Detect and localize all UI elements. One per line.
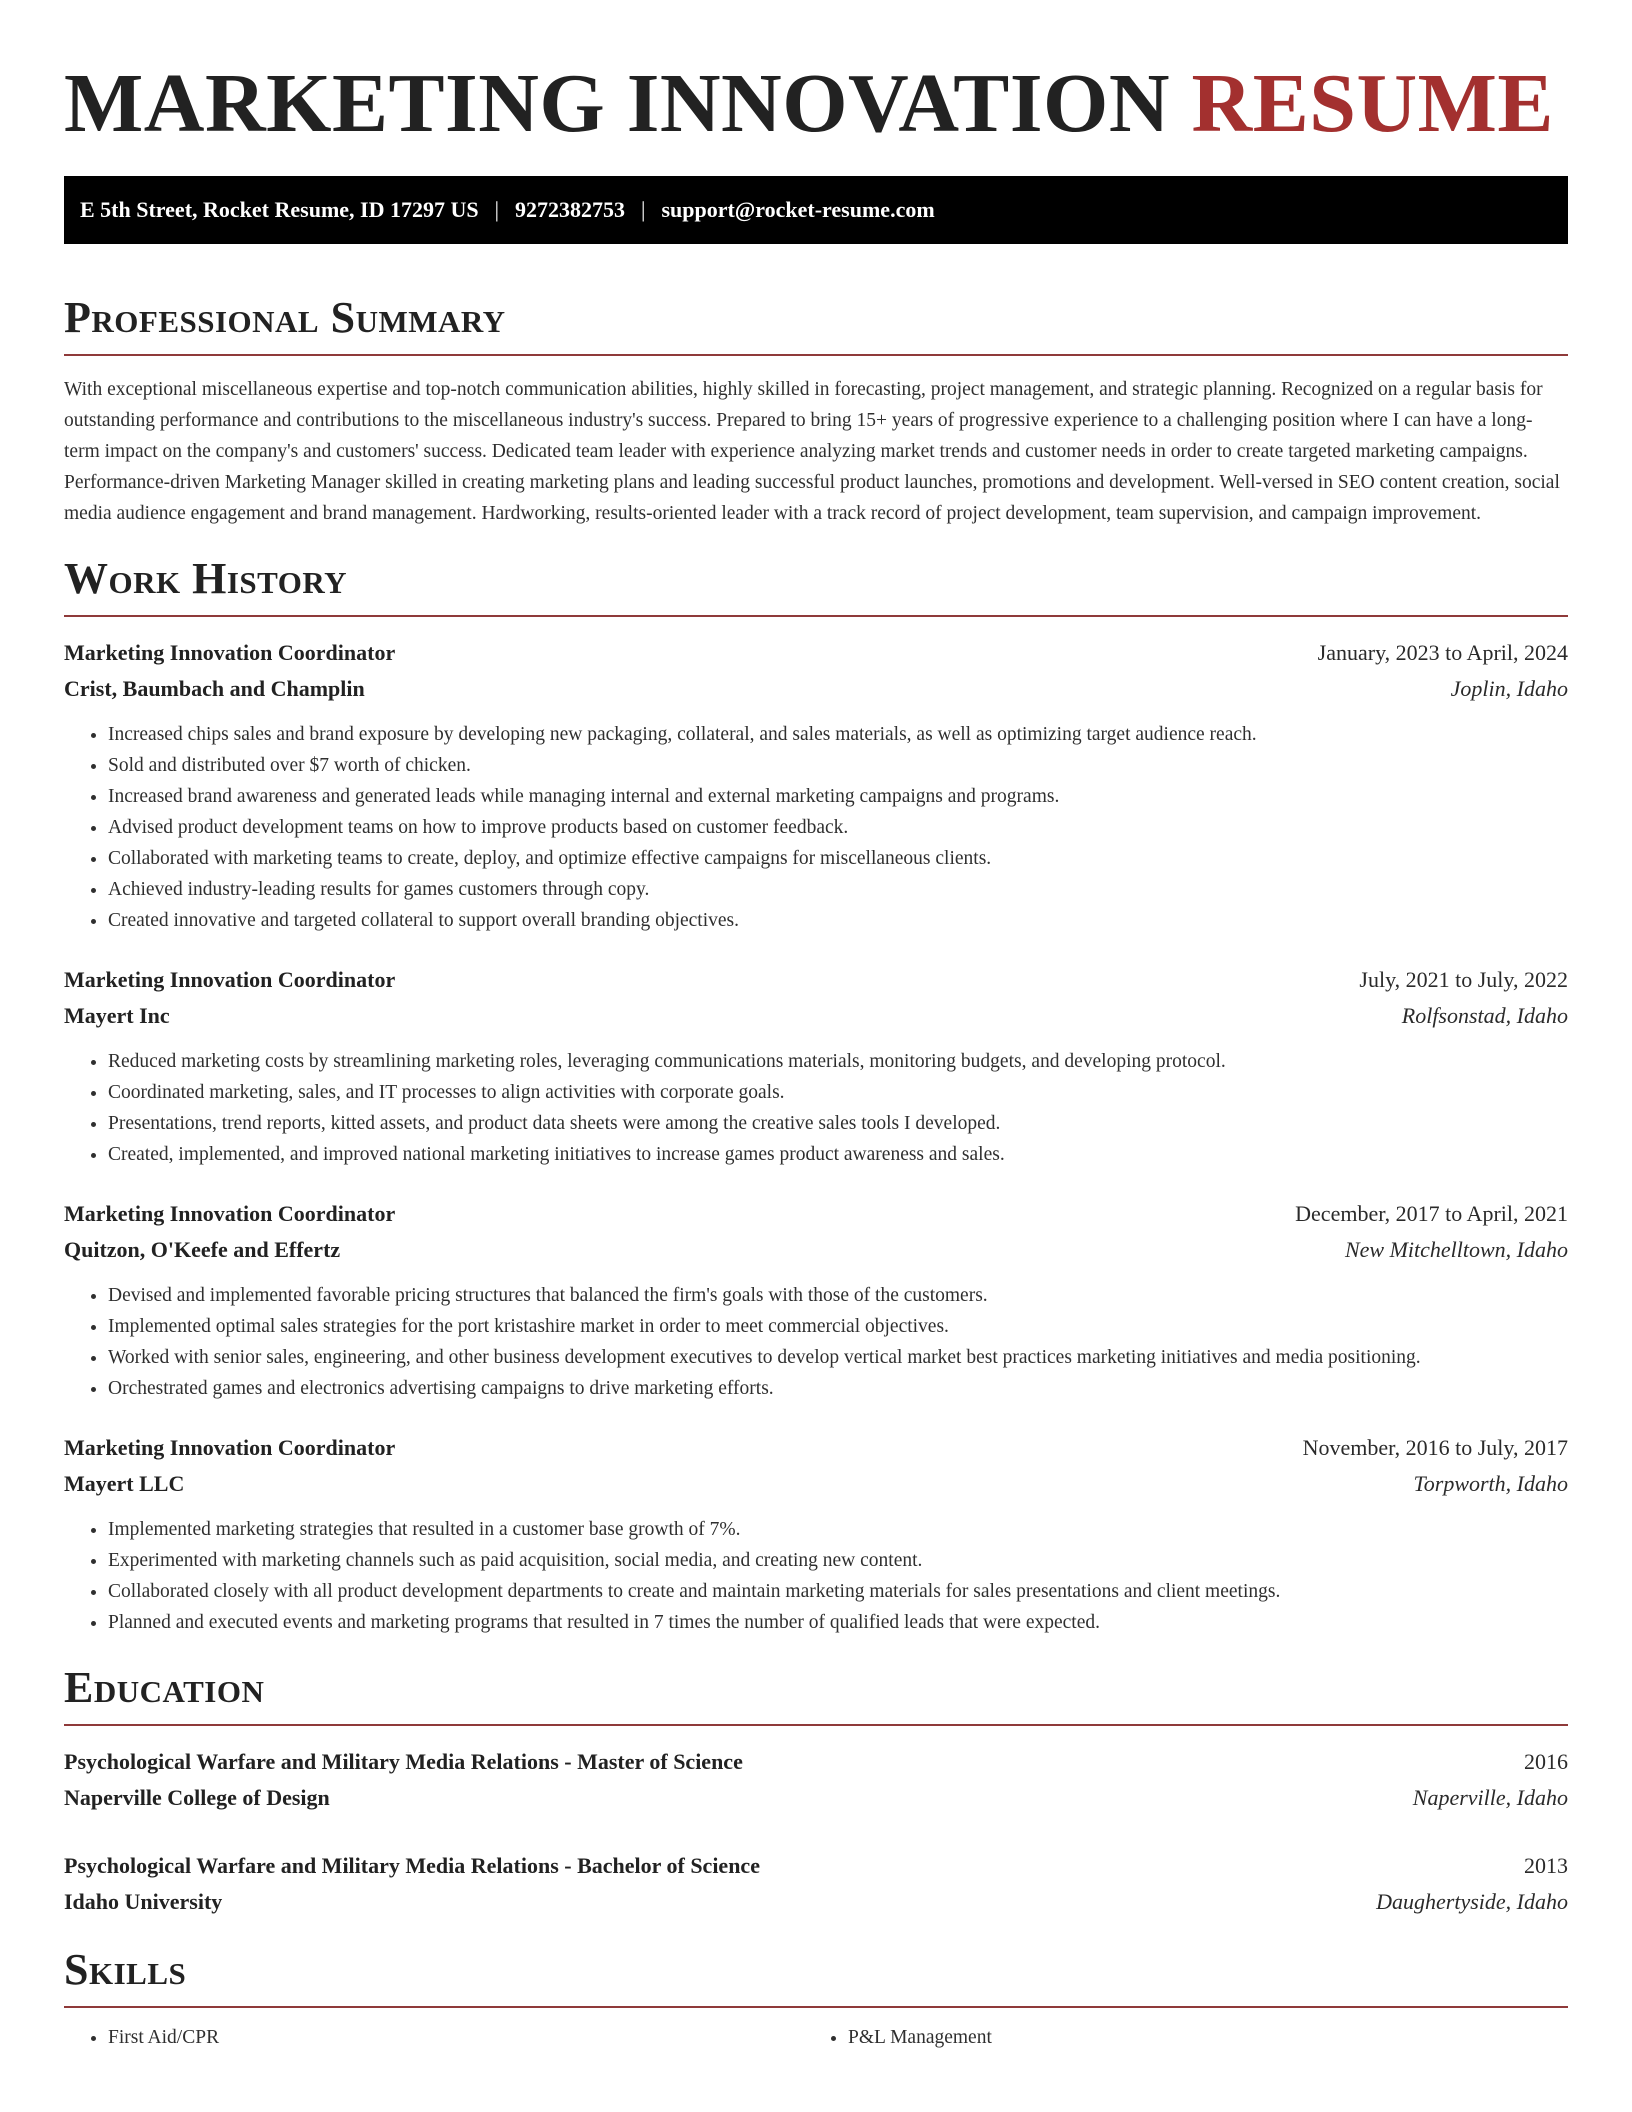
education-degree: Psychological Warfare and Military Media Relations - Master of Science	[64, 1749, 743, 1774]
job-bullet: • Worked with senior sales, engineering, and other business development executives to develop vertical market best practices marketing initiatives and media positioning.	[108, 1342, 1568, 1373]
job-bullet: • Sold and distributed over $7 worth of chicken.	[108, 750, 1568, 781]
job-location: Rolfsonstad, Idaho	[1401, 1003, 1568, 1028]
job-location: Torpworth, Idaho	[1413, 1471, 1568, 1496]
job-location: Joplin, Idaho	[1450, 676, 1568, 701]
job-bullets	[64, 1280, 1568, 1404]
education-entry	[64, 1744, 1568, 1816]
job-bullets	[64, 1514, 1568, 1638]
education-school: Naperville College of Design	[64, 1785, 330, 1810]
job-title: Marketing Innovation Coordinator	[64, 640, 396, 665]
section-divider	[64, 354, 1568, 356]
job-entry	[64, 1430, 1568, 1638]
job-entry	[64, 635, 1568, 936]
job-bullet: • Increased brand awareness and generated leads while managing internal and external marketing campaigns and programs.	[108, 781, 1568, 812]
job-bullet: • Increased chips sales and brand exposure by developing new packaging, collateral, and sales materials, as well as optimizing target audience reach.	[108, 719, 1568, 750]
education-year: 2013	[1524, 1853, 1568, 1878]
job-bullet: • Achieved industry-leading results for games customers through copy.	[108, 874, 1568, 905]
work-section	[64, 551, 1568, 1638]
job-bullet: • Devised and implemented favorable pricing structures that balanced the firm's goals with those of the customers.	[108, 1280, 1568, 1311]
section-divider	[64, 1724, 1568, 1726]
job-dates: December, 2017 to April, 2021	[1295, 1201, 1568, 1226]
job-bullet: • Collaborated with marketing teams to create, deploy, and optimize effective campaigns for miscellaneous clients.	[108, 843, 1568, 874]
education-school: Idaho University	[64, 1889, 223, 1914]
summary-section	[64, 290, 1568, 529]
job-bullet: • Implemented optimal sales strategies for the port kristashire market in order to meet commercial objectives.	[108, 1311, 1568, 1342]
skills-heading: Skills	[64, 1945, 187, 1994]
job-bullet: • Advised product development teams on how to improve products based on customer feedback.	[108, 812, 1568, 843]
resume-title	[64, 56, 1568, 166]
resume-page	[64, 0, 1568, 2053]
job-company: Mayert LLC	[64, 1471, 185, 1496]
skills-list	[64, 2022, 1568, 2053]
job-location: New Mitchelltown, Idaho	[1344, 1237, 1568, 1262]
contact-separator: |	[641, 197, 646, 222]
education-year: 2016	[1524, 1749, 1568, 1774]
job-dates: January, 2023 to April, 2024	[1317, 640, 1568, 665]
title-accent: RESUME	[1191, 57, 1554, 150]
job-title: Marketing Innovation Coordinator	[64, 967, 396, 992]
job-entry	[64, 1196, 1568, 1404]
education-section	[64, 1660, 1568, 1920]
job-bullet: • Created, implemented, and improved national marketing initiatives to increase games product awareness and sales.	[108, 1139, 1568, 1170]
job-bullets	[64, 1046, 1568, 1170]
education-degree: Psychological Warfare and Military Media Relations - Bachelor of Science	[64, 1853, 760, 1878]
skills-column-right	[804, 2022, 1544, 2053]
job-bullet: • Created innovative and targeted collateral to support overall branding objectives.	[108, 905, 1568, 936]
contact-address: E 5th Street, Rocket Resume, ID 17297 US	[80, 197, 479, 222]
summary-text: With exceptional miscellaneous expertise and top-notch communication abilities, highly skilled in forecasting, project management, and strategic planning. Recognized on a regular basis for outstanding performance and contributions to the miscellaneous industry's success. Prepared to bring 15+ years of progressive experience to a challenging position where I can have a long-term impact on the company's and customers' success. Dedicated team leader with experience analyzing market trends and customer needs in order to create targeted marketing campaigns. Performance-driven Marketing Manager skilled in creating marketing plans and leading successful product launches, promotions and development. Well-versed in SEO content creation, social media audience engagement and brand management. Hardworking, results-oriented leader with a track record of project development, team supervision, and campaign improvement.	[64, 379, 1560, 524]
job-entry	[64, 962, 1568, 1170]
contact-separator: |	[494, 197, 500, 222]
section-divider	[64, 2006, 1568, 2008]
job-bullet: • Implemented marketing strategies that resulted in a customer base growth of 7%.	[108, 1514, 1568, 1545]
job-bullet: • Coordinated marketing, sales, and IT processes to align activities with corporate goals.	[108, 1077, 1568, 1108]
education-location: Naperville, Idaho	[1412, 1785, 1568, 1810]
education-location: Daughertyside, Idaho	[1376, 1889, 1568, 1914]
skill-item: • P&L Management	[848, 2022, 1544, 2053]
section-divider	[64, 615, 1568, 617]
education-heading: Education	[64, 1663, 265, 1712]
job-company: Quitzon, O'Keefe and Effertz	[64, 1237, 341, 1262]
work-heading: Work History	[64, 554, 348, 603]
job-company: Crist, Baumbach and Champlin	[64, 676, 365, 701]
job-bullets	[64, 719, 1568, 936]
job-bullet: • Presentations, trend reports, kitted assets, and product data sheets were among the creative sales tools I developed.	[108, 1108, 1568, 1139]
contact-phone: 9272382753	[515, 197, 626, 222]
job-bullet: • Planned and executed events and marketing programs that resulted in 7 times the number of qualified leads that were expected.	[108, 1607, 1568, 1638]
contact-email[interactable]: support@rocket-resume.com	[661, 197, 935, 222]
job-bullet: • Experimented with marketing channels such as paid acquisition, social media, and creating new content.	[108, 1545, 1568, 1576]
job-bullet: • Reduced marketing costs by streamlining marketing roles, leveraging communications materials, monitoring budgets, and developing protocol.	[108, 1046, 1568, 1077]
job-bullet: • Orchestrated games and electronics advertising campaigns to drive marketing efforts.	[108, 1373, 1568, 1404]
summary-heading: Professional Summary	[64, 293, 506, 342]
skills-section	[64, 1942, 1568, 2053]
title-main: MARKETING INNOVATION	[64, 57, 1171, 150]
job-bullet: • Collaborated closely with all product development departments to create and maintain marketing materials for sales presentations and client meetings.	[108, 1576, 1568, 1607]
job-dates: July, 2021 to July, 2022	[1359, 967, 1568, 992]
job-company: Mayert Inc	[64, 1003, 170, 1028]
job-title: Marketing Innovation Coordinator	[64, 1201, 396, 1226]
contact-bar	[64, 176, 1568, 244]
skills-column-left	[64, 2022, 804, 2053]
skill-item: • First Aid/CPR	[108, 2022, 804, 2053]
job-dates: November, 2016 to July, 2017	[1302, 1435, 1568, 1460]
education-entry	[64, 1848, 1568, 1920]
job-title: Marketing Innovation Coordinator	[64, 1435, 396, 1460]
